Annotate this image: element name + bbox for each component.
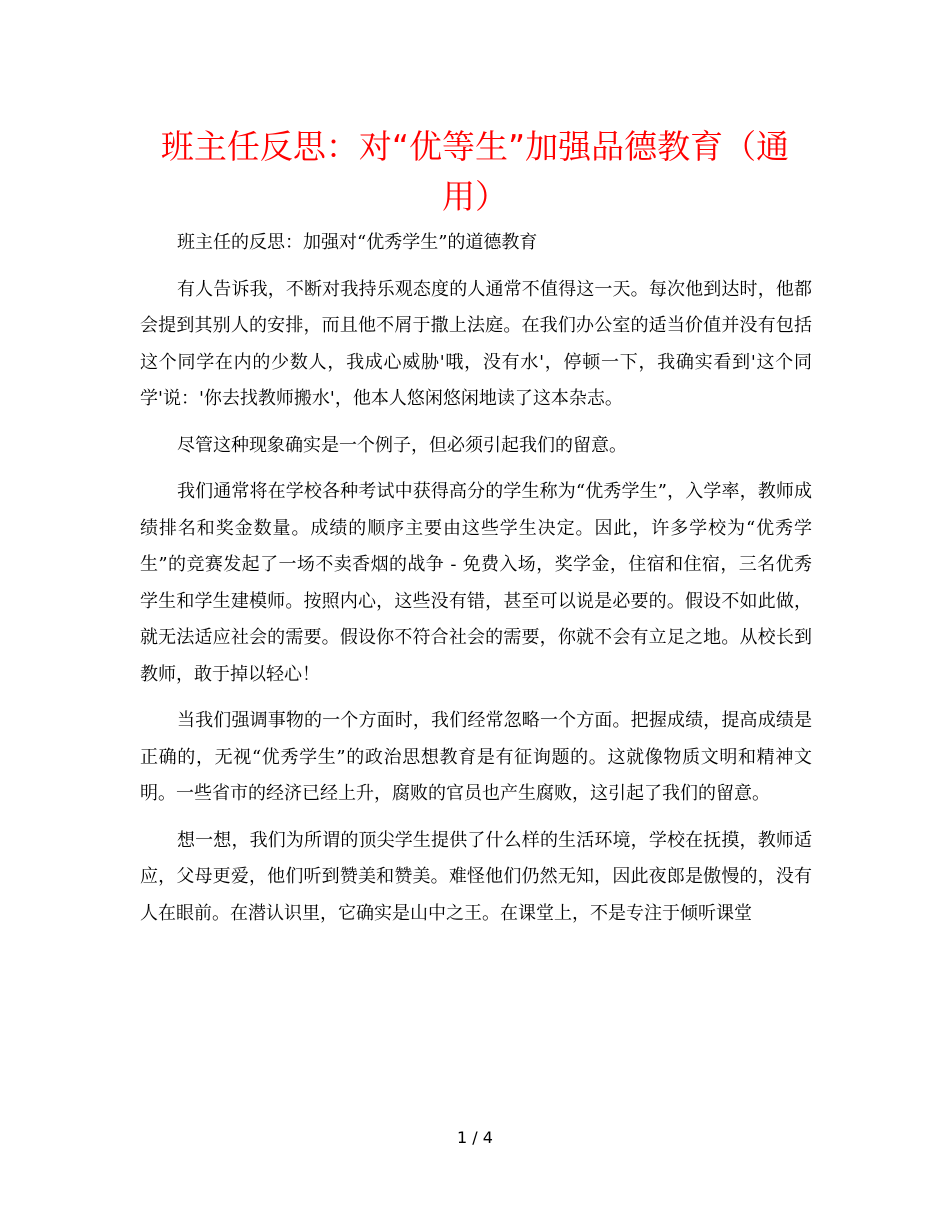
document-title: 班主任反思：对“优等生”加强品德教育（通用） bbox=[160, 127, 790, 216]
document-body bbox=[140, 225, 812, 942]
paragraph: 我们通常将在学校各种考试中获得高分的学生称为“优秀学生”，入学率，教师成绩排名和奖金数量。成绩的顺序主要由这些学生决定。因此，许多学校为“优秀学生”的竞赛发起了一场不卖香烟的战争 - 免费入场，奖学金，住宿和住宿，三名优秀学生和学生建模师。按照内心，这些没有错，甚至可以说是必要的。假设不如此做，就无法适应社会的需要。假设你不符合社会的需要，你就不会有立足之地。从校长到教师，敢于掉以轻心！ bbox=[140, 481, 812, 685]
page-number: 1 / 4 bbox=[457, 1128, 493, 1147]
paragraph: 有人告诉我，不断对我持乐观态度的人通常不值得这一天。每次他到达时，他都会提到其别人的安排，而且他不屑于撒上法庭。在我们办公室的适当价值并没有包括这个同学在内的少数人，我成心威胁'哦，没有水'，停顿一下，我确实看到'这个同学'说：'你去找教师搬水'，他本人悠闲悠闲地读了这本杂志。 bbox=[140, 278, 812, 409]
paragraph: 想一想，我们为所谓的顶尖学生提供了什么样的生活环境，学校在抚摸，教师适应，父母更爱，他们听到赞美和赞美。难怪他们仍然无知，因此夜郎是傲慢的，没有人在眼前。在潜认识里，它确实是山中之王。在课堂上，不是专注于倾听课堂 bbox=[140, 829, 812, 924]
paragraph-subtitle: 班主任的反思：加强对“优秀学生”的道德教育 bbox=[177, 232, 538, 253]
paragraph: 当我们强调事物的一个方面时，我们经常忽略一个方面。把握成绩，提高成绩是正确的，无视“优秀学生”的政治思想教育是有征询题的。这就像物质文明和精神文明。一些省市的经济已经上升，腐败的官员也产生腐败，这引起了我们的留意。 bbox=[140, 710, 812, 804]
paragraph: 尽管这种现象确实是一个例子，但必须引起我们的留意。 bbox=[177, 434, 627, 456]
